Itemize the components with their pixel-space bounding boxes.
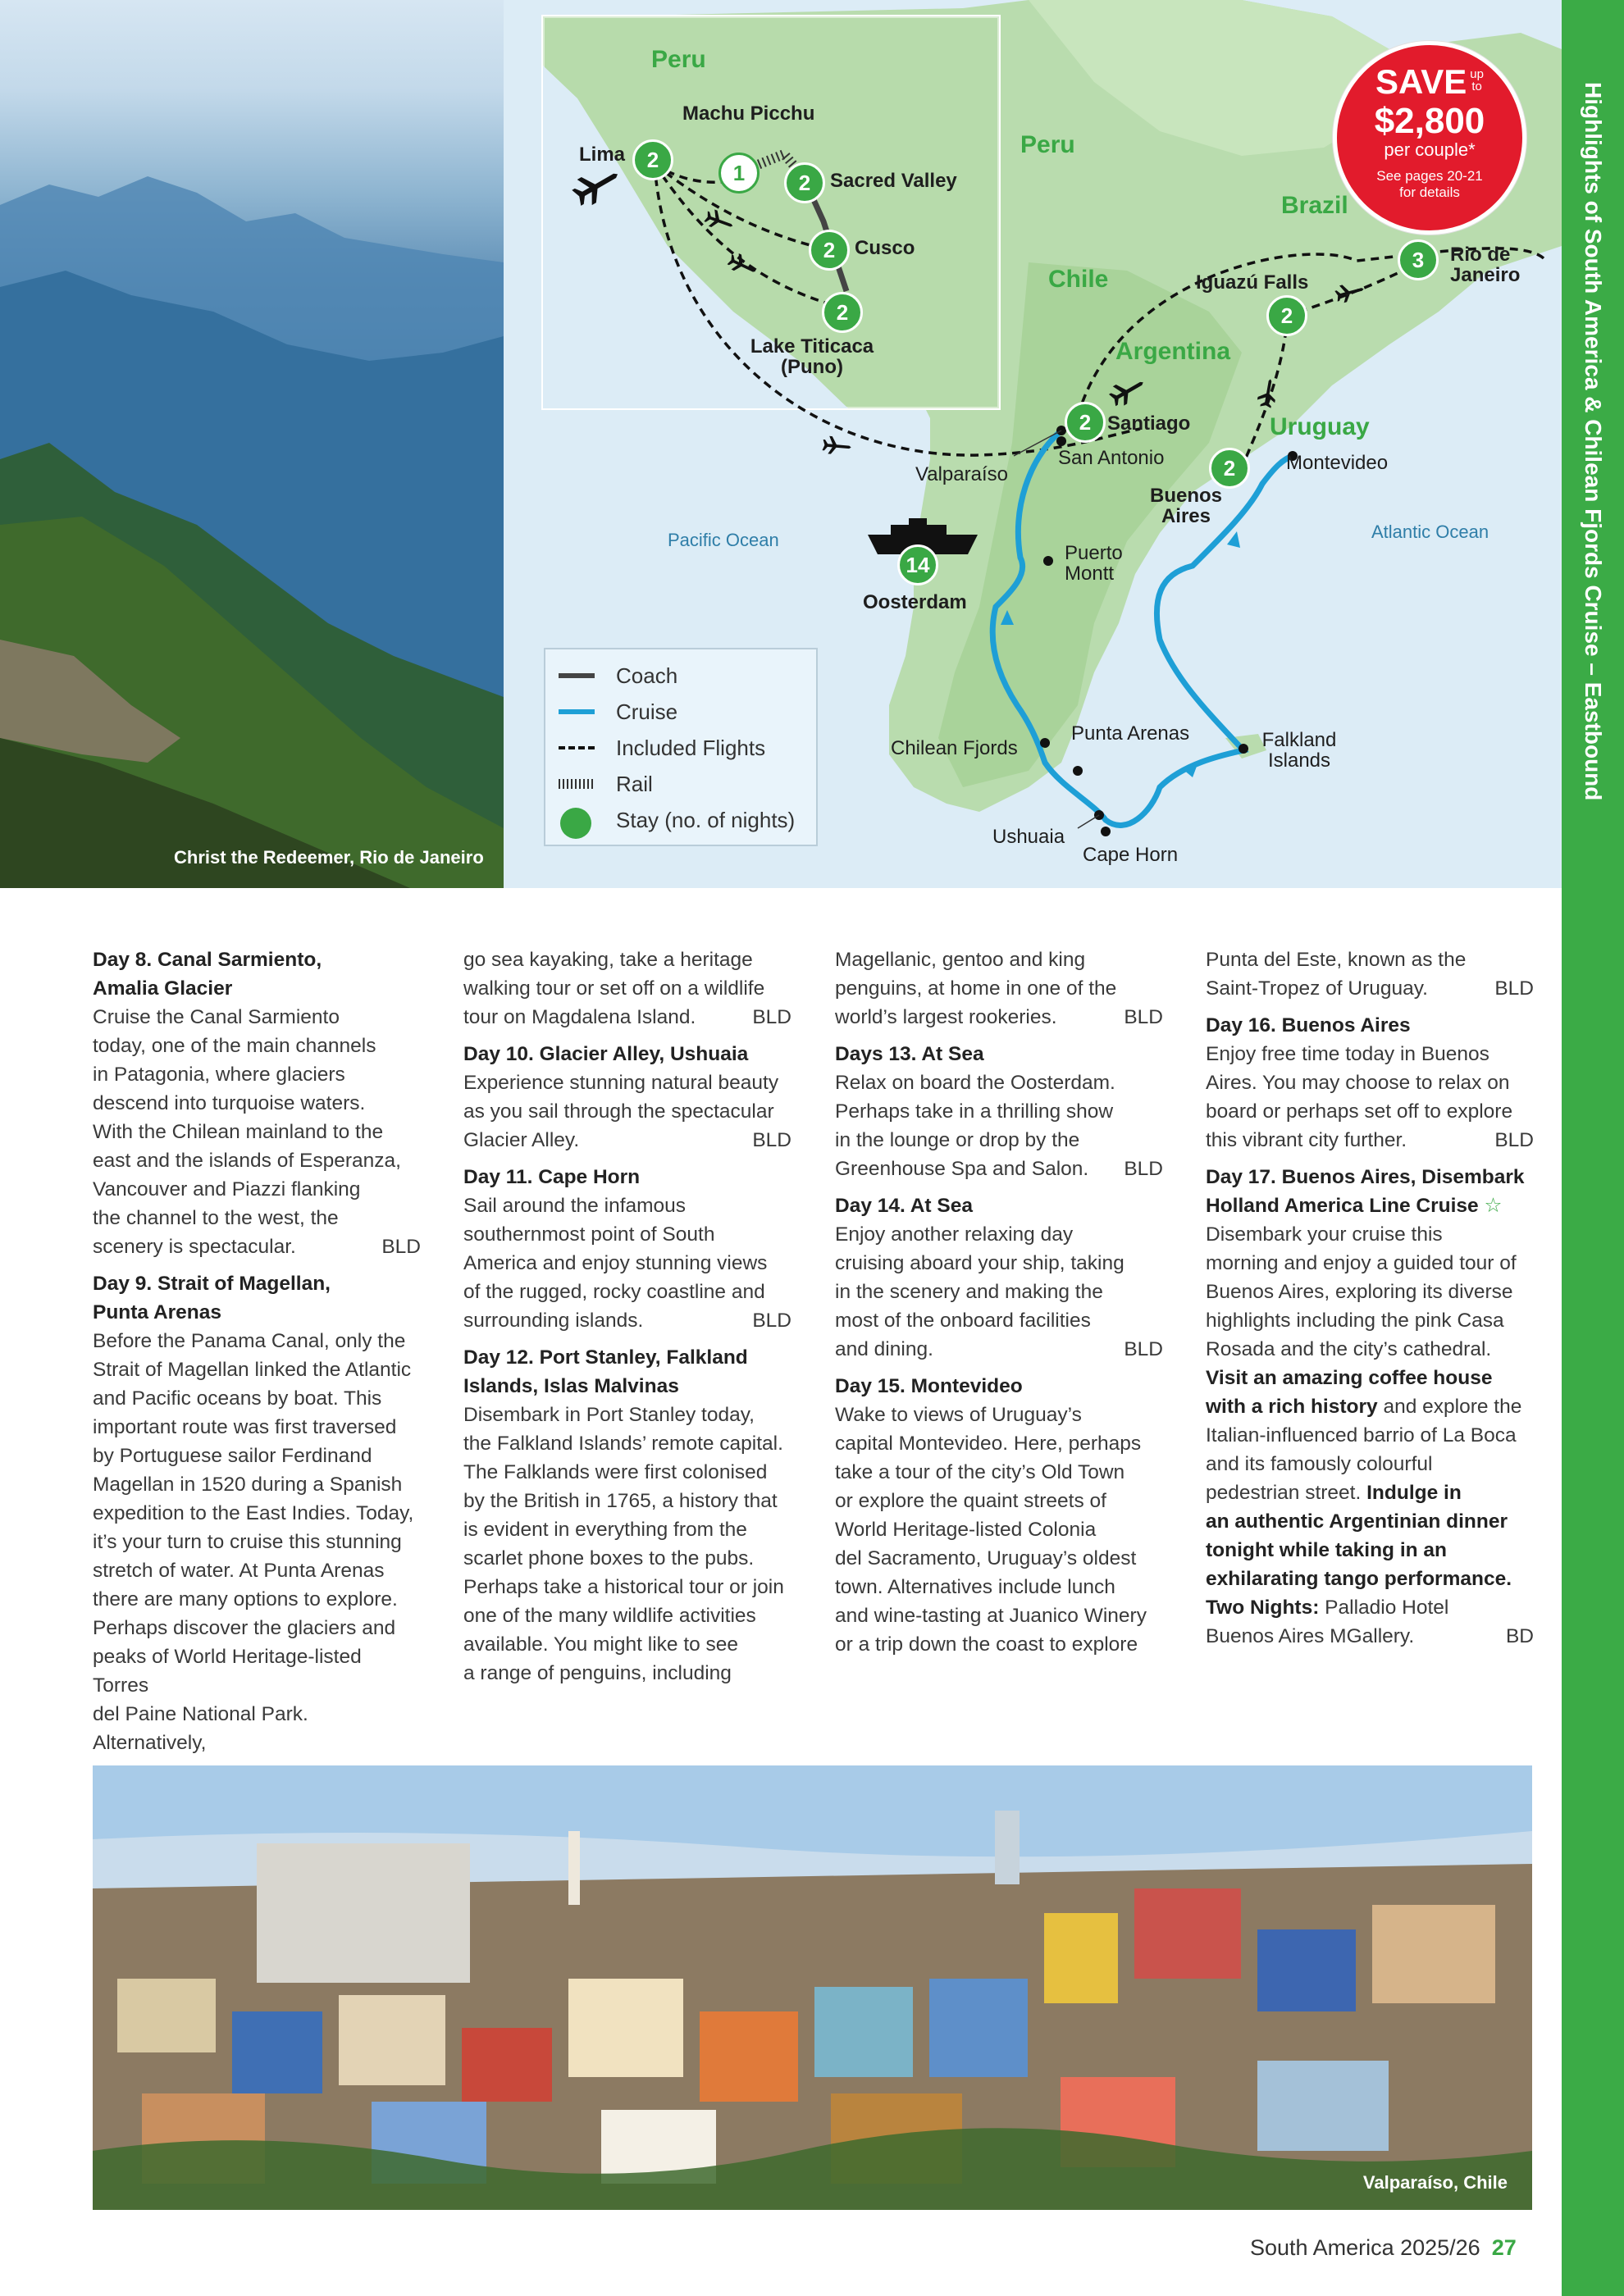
day13-line: Relax on board the Oosterdam.: [835, 1072, 1115, 1094]
day12-title-2: Islands, Islas Malvinas: [463, 1375, 679, 1397]
buenos-aires-label: Buenos Aires: [1149, 485, 1222, 528]
day8-line: east and the islands of Esperanza,: [93, 1150, 401, 1172]
day14-line: in the scenery and making the: [835, 1281, 1103, 1303]
day11-line: America and enjoy stunning views: [463, 1252, 768, 1274]
day17-hotel-last: Buenos Aires MGallery.: [1206, 1625, 1415, 1647]
ushuaia-label: Ushuaia: [992, 826, 1065, 848]
lima-stay-badge: 2: [632, 139, 673, 180]
iguazu-stay-badge: 2: [1266, 295, 1307, 336]
day12-line: is evident in everything from the: [463, 1519, 747, 1541]
day17-nights-rest: Palladio Hotel: [1319, 1597, 1449, 1619]
day14-last-line: [835, 1335, 1163, 1364]
day17-coffee-line: [1206, 1392, 1534, 1421]
day9-line: by Portuguese sailor Ferdinand: [93, 1445, 372, 1467]
save-per-couple: per couple*: [1384, 139, 1476, 160]
day14-line: Enjoy another relaxing day: [835, 1223, 1074, 1246]
day12-line: The Falklands were first colonised: [463, 1461, 768, 1483]
day17-nights-label: Two Nights:: [1206, 1597, 1320, 1619]
leader-line: [1078, 815, 1099, 828]
day8-title-1: Day 8. Canal Sarmiento,: [93, 949, 322, 971]
day12-line: a range of penguins, including: [463, 1662, 732, 1684]
lima-label: Lima: [579, 144, 626, 166]
save-badge: [1333, 41, 1526, 235]
day16-line: board or perhaps set off to explore: [1206, 1100, 1513, 1123]
day9-cont-line: walking tour or set off on a wildlife: [463, 977, 765, 1000]
day15-last-line: [1206, 974, 1534, 1003]
day16-meal: BLD: [1494, 1129, 1534, 1151]
day8-line: Vancouver and Piazzi flanking: [93, 1178, 361, 1200]
day16-last: this vibrant city further.: [1206, 1129, 1407, 1151]
day12-last-line: [835, 1003, 1163, 1032]
day15-line: Wake to views of Uruguay’s: [835, 1404, 1082, 1426]
santiago-label: Santiago: [1107, 412, 1191, 435]
day9-title-2: Punta Arenas: [93, 1301, 222, 1323]
stay-dot-icon: [559, 808, 596, 832]
day17-title-2: Holland America Line Cruise: [1206, 1195, 1479, 1217]
day17-line: and its famously colourful: [1206, 1453, 1433, 1475]
day9-line: important route was first traversed: [93, 1416, 397, 1438]
day9-line: stretch of water. At Punta Arenas: [93, 1560, 385, 1582]
day15-line: take a tour of the city’s Old Town: [835, 1461, 1125, 1483]
day16-title: Day 16. Buenos Aires: [1206, 1014, 1411, 1036]
day9-line: Magellan in 1520 during a Spanish: [93, 1474, 403, 1496]
mountain-landscape: [0, 0, 504, 888]
day8-line: Cruise the Canal Sarmiento: [93, 1006, 340, 1028]
day13-last: Greenhouse Spa and Salon.: [835, 1158, 1089, 1180]
day14-last: and dining.: [835, 1338, 933, 1360]
day15-line: del Sacramento, Uruguay’s oldest: [835, 1547, 1137, 1569]
pacific-ocean-label: Pacific Ocean: [668, 530, 779, 550]
day9-line: peaks of World Heritage-listed Torres: [93, 1646, 362, 1697]
legend-stay-label: Stay (no. of nights): [616, 807, 796, 832]
legend-coach-label: Coach: [616, 663, 678, 688]
day17-coffee-1: Visit an amazing coffee house: [1206, 1367, 1493, 1389]
rio-label: Rio de Janeiro: [1450, 244, 1521, 287]
titicaca-stay-badge: 2: [822, 292, 863, 333]
day13-title: Days 13. At Sea: [835, 1043, 984, 1065]
tower: [995, 1811, 1020, 1884]
save-amount: $2,800: [1374, 101, 1485, 141]
valparaiso-caption: Valparaíso, Chile: [1362, 2172, 1508, 2193]
itinerary-column-1: [93, 945, 421, 1757]
day12-last: world’s largest rookeries.: [835, 1006, 1057, 1028]
montevideo-label: Montevideo: [1286, 452, 1389, 474]
day17-line: Disembark your cruise this: [1206, 1223, 1443, 1246]
day9-line: it’s your turn to cruise this stunning: [93, 1531, 402, 1553]
day11-meal: BLD: [752, 1310, 791, 1332]
day13-last-line: [835, 1155, 1163, 1183]
puerto-montt-dot: [1043, 556, 1053, 566]
day10-title: Day 10. Glacier Alley, Ushuaia: [463, 1043, 749, 1065]
uruguay-label: Uruguay: [1270, 413, 1370, 440]
day9-line: Strait of Magellan linked the Atlantic: [93, 1359, 412, 1381]
day17-indulge-2: an authentic Argentinian dinner: [1206, 1510, 1508, 1533]
day8-line: the channel to the west, the: [93, 1207, 339, 1229]
legend-flights-label: Included Flights: [616, 735, 766, 760]
day17-line: Buenos Aires, exploring its diverse: [1206, 1281, 1513, 1303]
day12-line: by the British in 1765, a history that: [463, 1490, 778, 1512]
brazil-label: Brazil: [1281, 192, 1348, 219]
day10-last: Glacier Alley.: [463, 1129, 580, 1151]
punta-arenas-label: Punta Arenas: [1071, 722, 1190, 745]
day9-title-1: Day 9. Strait of Magellan,: [93, 1273, 331, 1295]
photo-caption: Christ the Redeemer, Rio de Janeiro: [174, 847, 484, 868]
buenos-aires-stay-badge: 2: [1209, 448, 1250, 489]
save-word: SAVE: [1375, 62, 1467, 101]
day12-cont-line: penguins, at home in one of the: [835, 977, 1117, 1000]
rail-line-icon: [559, 772, 596, 796]
page-footer: [1250, 2235, 1517, 2261]
day13-meal: BLD: [1124, 1158, 1163, 1180]
day8-title-2: Amalia Glacier: [93, 977, 233, 1000]
plane-icon: [822, 435, 852, 456]
san-antonio-label: San Antonio: [1058, 447, 1165, 469]
day9-last: tour on Magdalena Island.: [463, 1006, 696, 1028]
day8-meal: BLD: [381, 1236, 421, 1258]
day10-line: Experience stunning natural beauty: [463, 1072, 779, 1094]
rio-stay-badge: 3: [1398, 239, 1439, 280]
page-number: 27: [1491, 2235, 1517, 2260]
day12-line: scarlet phone boxes to the pubs.: [463, 1547, 755, 1569]
day17-line: highlights including the pink Casa: [1206, 1310, 1504, 1332]
day15-cont-line: Punta del Este, known as the: [1206, 949, 1467, 971]
save-to: to: [1471, 80, 1482, 93]
day12-line: Disembark in Port Stanley today,: [463, 1404, 755, 1426]
legend-cruise: [559, 695, 677, 728]
valparaiso-houses: [93, 1765, 1532, 2210]
day17-ped-line: [1206, 1478, 1534, 1507]
day11-line: of the rugged, rocky coastline and: [463, 1281, 765, 1303]
cape-horn-dot: [1101, 827, 1111, 836]
day16-line: Enjoy free time today in Buenos: [1206, 1043, 1489, 1065]
day15-line: capital Montevideo. Here, perhaps: [835, 1433, 1142, 1455]
santiago-stay-badge: 2: [1065, 402, 1106, 443]
chile-label: Chile: [1048, 266, 1109, 293]
valparaiso-dot: [1056, 436, 1066, 446]
sidebar-title: Highlights of South America & Chilean Fjords Cruise – Eastbound: [1581, 82, 1606, 801]
coach-line-icon: [559, 663, 596, 688]
chilean-fjords-label: Chilean Fjords: [891, 737, 1018, 759]
day12-cont-line: Magellanic, gentoo and king: [835, 949, 1086, 971]
day13-line: Perhaps take in a thrilling show: [835, 1100, 1114, 1123]
day8-last-line: [93, 1232, 421, 1261]
day11-line: Sail around the infamous: [463, 1195, 687, 1217]
day15-line: or a trip down the coast to explore: [835, 1633, 1138, 1656]
map-legend: [544, 648, 818, 846]
save-see-pages: See pages 20-21: [1376, 168, 1483, 184]
inset-peru-label: Peru: [651, 46, 706, 73]
day15-last: Saint-Tropez of Uruguay.: [1206, 977, 1428, 1000]
day9-meal: BLD: [752, 1006, 791, 1028]
day17-coffee-2: with a rich history: [1206, 1396, 1378, 1418]
oosterdam-stay-badge: 14: [897, 544, 938, 585]
day17-indulge-3: tonight while taking in an: [1206, 1539, 1447, 1561]
day17-line: Rosada and the city’s cathedral.: [1206, 1338, 1492, 1360]
itinerary-column-3: [835, 945, 1163, 1659]
day14-title: Day 14. At Sea: [835, 1195, 973, 1217]
legend-coach: [559, 659, 677, 692]
lake-titicaca-name: Lake Titicaca: [750, 335, 874, 358]
day17-line: Italian-influenced barrio of La Boca: [1206, 1424, 1517, 1446]
day16-last-line: [1206, 1126, 1534, 1155]
day8-last: scenery is spectacular.: [93, 1236, 296, 1258]
day12-line: one of the many wildlife activities: [463, 1605, 756, 1627]
cruise-arrow-icon: [1227, 531, 1240, 548]
star-icon: ☆: [1484, 1195, 1503, 1217]
punta-arenas-dot: [1073, 766, 1083, 776]
day12-line: the Falkland Islands’ remote capital.: [463, 1433, 783, 1455]
day17-nights-line: [1206, 1593, 1534, 1622]
save-up: up: [1470, 67, 1484, 81]
cruise-line-icon: [559, 699, 596, 724]
day14-meal: BLD: [1124, 1338, 1163, 1360]
day12-meal: BLD: [1124, 1006, 1163, 1028]
day9-last-line: [463, 1003, 791, 1032]
day15-meal: BLD: [1494, 977, 1534, 1000]
day17-title-2-line: [1206, 1191, 1534, 1220]
cape-horn-label: Cape Horn: [1083, 844, 1179, 866]
day17-coffee-rest: and explore the: [1377, 1396, 1522, 1418]
puno-name: (Puno): [781, 356, 843, 379]
day8-line: descend into turquoise waters.: [93, 1092, 366, 1114]
legend-stay: [559, 804, 795, 836]
day15-line: or explore the quaint streets of: [835, 1490, 1106, 1512]
day17-meal: BD: [1505, 1625, 1534, 1647]
machu-picchu-label: Machu Picchu: [682, 102, 815, 125]
valparaiso-label: Valparaíso: [915, 463, 1008, 485]
christ-redeemer-photo: [0, 0, 504, 888]
day9-line: expedition to the East Indies. Today,: [93, 1502, 414, 1524]
footer-title: South America 2025/26: [1250, 2235, 1480, 2260]
day17-title-1: Day 17. Buenos Aires, Disembark: [1206, 1166, 1525, 1188]
day17-line: morning and enjoy a guided tour of: [1206, 1252, 1517, 1274]
day8-line: With the Chilean mainland to the: [93, 1121, 384, 1143]
oosterdam-label: Oosterdam: [863, 591, 967, 613]
day9-line: and Pacific oceans by boat. This: [93, 1387, 382, 1410]
legend-flights: [559, 731, 765, 764]
church-spire: [568, 1831, 580, 1905]
day10-last-line: [463, 1126, 791, 1155]
day14-line: cruising aboard your ship, taking: [835, 1252, 1124, 1274]
day15-line: town. Alternatives include lunch: [835, 1576, 1115, 1598]
day8-line: today, one of the main channels: [93, 1035, 376, 1057]
day11-last: surrounding islands.: [463, 1310, 644, 1332]
day15-title: Day 15. Montevideo: [835, 1375, 1023, 1397]
day17-indulge-4: exhilarating tango performance.: [1206, 1568, 1512, 1590]
day9-line: there are many options to explore.: [93, 1588, 398, 1610]
day17-indulge-1: Indulge in: [1366, 1482, 1462, 1504]
day11-last-line: [463, 1306, 791, 1335]
day16-line: Aires. You may choose to relax on: [1206, 1072, 1510, 1094]
peru-label: Peru: [1020, 131, 1075, 158]
save-for-details: for details: [1399, 184, 1460, 200]
sacred-valley-stay-badge: 2: [784, 162, 825, 203]
day9-line: Perhaps discover the glaciers and: [93, 1617, 396, 1639]
day13-line: in the lounge or drop by the: [835, 1129, 1080, 1151]
legend-rail: [559, 768, 653, 800]
day9-line: Before the Panama Canal, only the: [93, 1330, 406, 1352]
day10-meal: BLD: [752, 1129, 791, 1151]
day9-cont-line: go sea kayaking, take a heritage: [463, 949, 753, 971]
day14-line: most of the onboard facilities: [835, 1310, 1091, 1332]
apartment-block: [257, 1843, 470, 1983]
day8-line: in Patagonia, where glaciers: [93, 1064, 345, 1086]
cusco-label: Cusco: [855, 237, 915, 259]
valparaiso-photo: [93, 1765, 1532, 2210]
day17-ped: pedestrian street.: [1206, 1482, 1367, 1504]
day15-line: World Heritage-listed Colonia: [835, 1519, 1097, 1541]
cusco-stay-badge: 2: [809, 230, 850, 271]
legend-cruise-label: Cruise: [616, 699, 678, 724]
day17-last-line: [1206, 1622, 1534, 1651]
green-sidebar: [1562, 0, 1624, 2296]
day11-title: Day 11. Cape Horn: [463, 1166, 641, 1188]
day10-line: as you sail through the spectacular: [463, 1100, 774, 1123]
day12-line: available. You might like to see: [463, 1633, 739, 1656]
atlantic-ocean-label: Atlantic Ocean: [1371, 522, 1489, 542]
puerto-montt-label: Puerto Montt: [1065, 542, 1123, 585]
day9-line: del Paine National Park. Alternatively,: [93, 1703, 308, 1754]
flight-line-icon: [559, 736, 596, 760]
falkland-dot: [1239, 744, 1248, 754]
argentina-label: Argentina: [1115, 338, 1231, 365]
day12-line: Perhaps take a historical tour or join: [463, 1576, 784, 1598]
machu-picchu-stay-badge: 1: [718, 153, 760, 194]
iguazu-label: Iguazú Falls: [1196, 271, 1309, 294]
legend-rail-label: Rail: [616, 771, 653, 796]
itinerary-column-2: [463, 945, 791, 1688]
day15-line: and wine-tasting at Juanico Winery: [835, 1605, 1147, 1627]
falkland-label: Falkland Islands: [1261, 729, 1337, 772]
lake-titicaca-label: [746, 336, 878, 377]
sacred-valley-label: Sacred Valley: [830, 170, 957, 192]
day12-title-1: Day 12. Port Stanley, Falkland: [463, 1346, 748, 1369]
day11-line: southernmost point of South: [463, 1223, 715, 1246]
itinerary-column-4: [1206, 945, 1534, 1651]
chilean-fjords-dot: [1040, 738, 1050, 748]
